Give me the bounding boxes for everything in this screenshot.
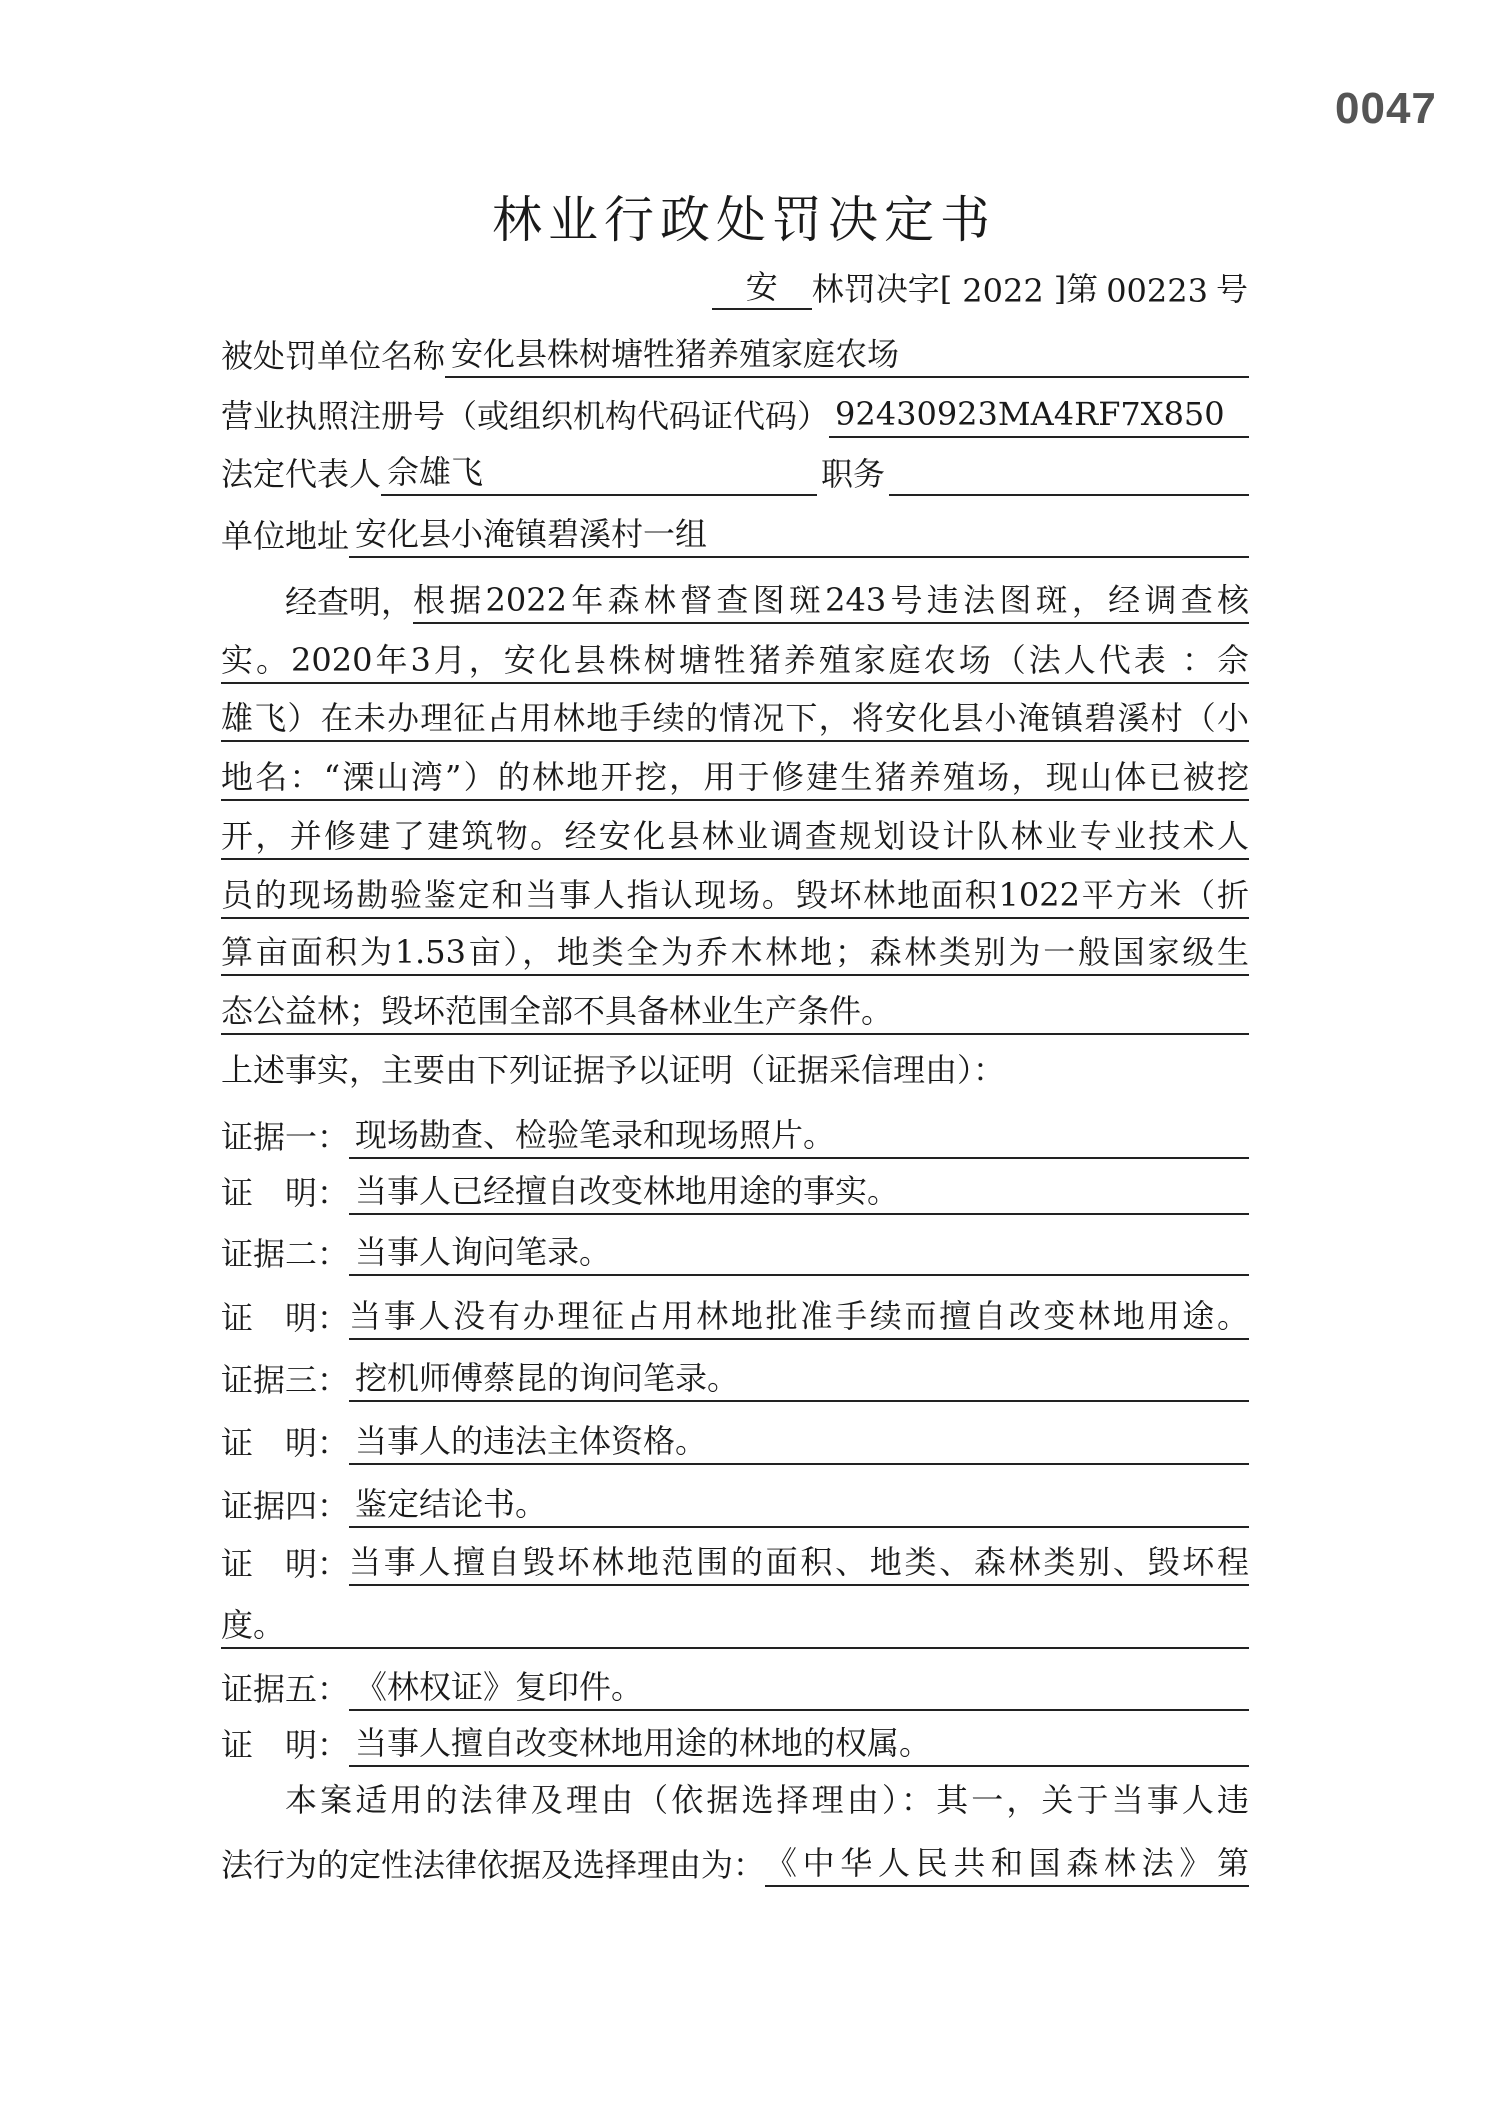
evidence-label: 证据五： xyxy=(221,1670,350,1708)
facts-lead: 经查明， xyxy=(285,583,414,621)
doc-serial: 00223 xyxy=(1106,272,1208,310)
rep-row xyxy=(221,450,1249,496)
doc-prefix: 安 xyxy=(712,262,812,310)
doc-middle: 林罚决字[ xyxy=(811,270,953,308)
address-row xyxy=(221,512,1249,558)
evidence-intro-text: 上述事实，主要由下列证据予以证明（证据采信理由）： xyxy=(221,1051,1006,1089)
evidence-label: 证 明： xyxy=(221,1174,350,1212)
facts-text: 雄飞）在未办理征占用林地手续的情况下，将安化县小淹镇碧溪村（小 xyxy=(221,696,1249,742)
evidence-label: 证 明： xyxy=(221,1424,350,1462)
facts-line xyxy=(221,755,1249,801)
facts-line xyxy=(221,696,1249,742)
evidence-intro xyxy=(221,1048,1249,1092)
facts-text: 算亩面积为1.53亩），地类全为乔木林地；森林类别为一般国家级生 xyxy=(221,930,1249,976)
evidence-text: 《林权证》复印件。 xyxy=(349,1665,1249,1711)
law-text: 本案适用的法律及理由（依据选择理由）：其一，关于当事人违 xyxy=(285,1781,1249,1819)
evidence-label: 证 明： xyxy=(221,1299,350,1337)
facts-text: 开，并修建了建筑物。经安化县林业调查规划设计队林业专业技术人 xyxy=(221,814,1249,860)
rep-label: 法定代表人 xyxy=(221,455,382,493)
evidence-row xyxy=(221,1482,1249,1528)
evidence-text: 当事人已经擅自改变林地用途的事实。 xyxy=(349,1169,1249,1215)
facts-line xyxy=(221,989,1249,1035)
evidence-row xyxy=(221,1294,1249,1340)
law-line xyxy=(221,1778,1249,1822)
doc-mid2: ]第 xyxy=(1053,270,1099,308)
facts-text: 态公益林；毁坏范围全部不具备林业生产条件。 xyxy=(221,989,1249,1035)
evidence-row xyxy=(221,1230,1249,1276)
evidence-row xyxy=(221,1665,1249,1711)
evidence-text: 挖机师傅蔡昆的询问笔录。 xyxy=(349,1356,1249,1402)
facts-text: 员的现场勘验鉴定和当事人指认现场。毁坏林地面积1022平方米（折 xyxy=(221,873,1249,919)
evidence-text: 当事人的违法主体资格。 xyxy=(349,1419,1249,1465)
entity-label: 被处罚单位名称 xyxy=(221,337,446,375)
facts-line xyxy=(221,638,1249,684)
document-title: 林业行政处罚决定书 xyxy=(492,191,996,249)
evidence-label: 证据一： xyxy=(221,1118,350,1156)
entity-value: 安化县株树塘牲猪养殖家庭农场 xyxy=(445,332,1249,378)
facts-line xyxy=(221,814,1249,860)
evidence-text: 当事人擅自毁坏林地范围的面积、地类、森林类别、毁坏程 xyxy=(349,1540,1249,1586)
law-line xyxy=(221,1841,1249,1887)
evidence-row xyxy=(221,1169,1249,1215)
law-label: 法行为的定性法律依据及选择理由为： xyxy=(221,1846,766,1884)
address-label: 单位地址 xyxy=(221,517,350,555)
evidence-row xyxy=(221,1721,1249,1767)
facts-text: 实。2020年3月，安化县株树塘牲猪养殖家庭农场（法人代表 ：佘 xyxy=(221,638,1249,684)
position-label: 职务 xyxy=(821,455,886,493)
doc-suffix: 号 xyxy=(1215,270,1248,308)
rep-value: 佘雄飞 xyxy=(381,450,817,496)
evidence-label: 证 明： xyxy=(221,1726,350,1764)
facts-line xyxy=(221,930,1249,976)
evidence-label: 证据四： xyxy=(221,1487,350,1525)
evidence-row xyxy=(221,1603,1249,1649)
evidence-label: 证据三： xyxy=(221,1361,350,1399)
evidence-label: 证 明： xyxy=(221,1545,350,1583)
law-value: 《中华人民共和国森林法》第 xyxy=(765,1841,1249,1887)
evidence-text: 现场勘查、检验笔录和现场照片。 xyxy=(349,1113,1249,1159)
evidence-text: 鉴定结论书。 xyxy=(349,1482,1249,1528)
evidence-text: 当事人询问笔录。 xyxy=(349,1230,1249,1276)
doc-year: 2022 xyxy=(962,272,1044,310)
evidence-row xyxy=(221,1356,1249,1402)
evidence-row xyxy=(221,1113,1249,1159)
license-label: 营业执照注册号（或组织机构代码证代码） xyxy=(221,397,830,435)
evidence-text: 度。 xyxy=(221,1603,1249,1649)
license-row xyxy=(221,392,1249,438)
address-value: 安化县小淹镇碧溪村一组 xyxy=(349,512,1249,558)
evidence-text: 当事人擅自改变林地用途的林地的权属。 xyxy=(349,1721,1249,1767)
license-value: 92430923MA4RF7X850 xyxy=(829,392,1249,438)
facts-line xyxy=(221,873,1249,919)
evidence-row xyxy=(221,1540,1249,1586)
evidence-row xyxy=(221,1419,1249,1465)
document-number xyxy=(712,262,1248,310)
facts-text: 根据2022年森林督查图斑243号违法图斑，经调查核 xyxy=(413,578,1249,624)
evidence-text: 当事人没有办理征占用林地批准手续而擅自改变林地用途。 xyxy=(349,1294,1249,1340)
evidence-label: 证据二： xyxy=(221,1235,350,1273)
facts-line xyxy=(221,578,1249,624)
facts-text: 地名：“溧山湾”）的林地开挖，用于修建生猪养殖场，现山体已被挖 xyxy=(221,755,1249,801)
page-number: 0047 xyxy=(1335,84,1437,133)
position-value xyxy=(889,494,1249,496)
entity-row xyxy=(221,332,1249,378)
